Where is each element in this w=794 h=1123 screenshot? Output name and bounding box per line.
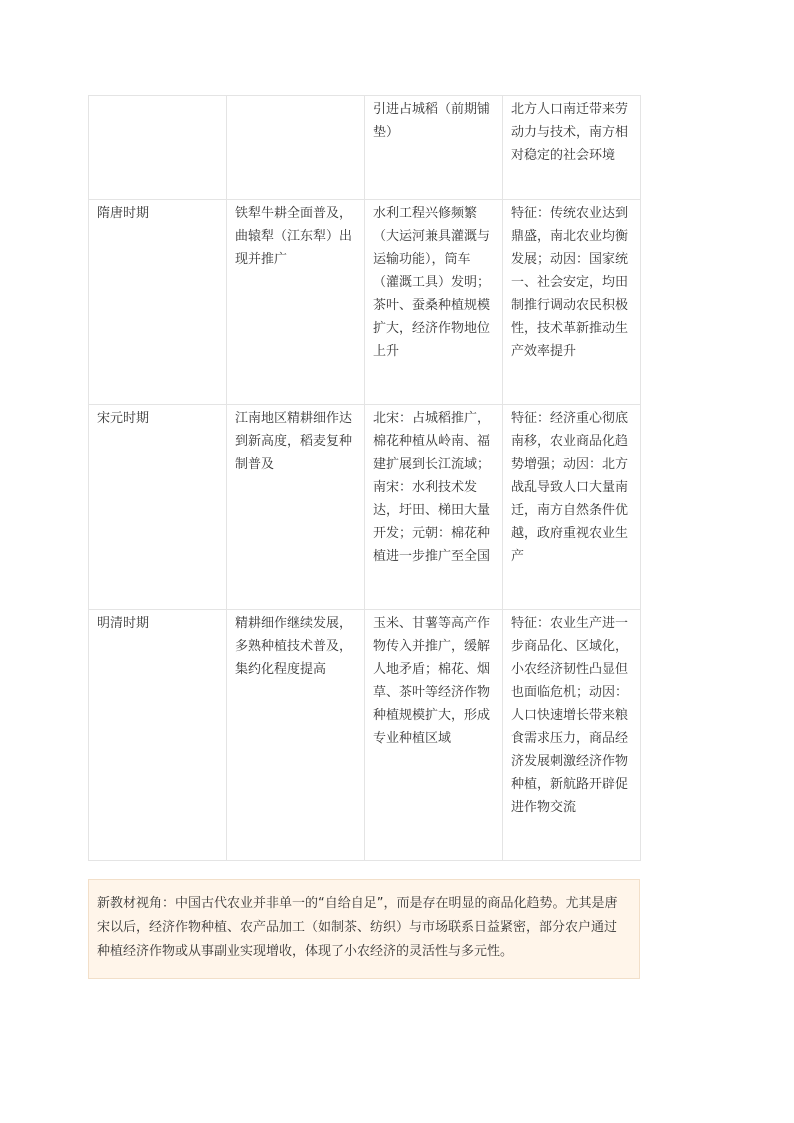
table-row bbox=[89, 200, 641, 405]
note-text: 新教材视角：中国古代农业并非单一的“自给自足”，而是存在明显的商品化趋势。尤其是唐宋以后，经济作物种植、农产品加工（如制茶、纺织）与市场联系日益紧密，部分农户通过种植经济作物或从事副业实现增收，体现了小农经济的灵活性与多元性。 bbox=[97, 896, 618, 959]
crops-cell: 玉米、甘薯等高产作物传入并推广，缓解人地矛盾；棉花、烟草、茶叶等经济作物种植规模扩大，形成专业种植区域 bbox=[365, 610, 503, 861]
technique-cell: 江南地区精耕细作达到新高度，稻麦复种制普及 bbox=[227, 405, 365, 610]
technique-cell: 铁犁牛耕全面普及，曲辕犁（江东犁）出现并推广 bbox=[227, 200, 365, 405]
features-cell: 特征：经济重心彻底南移，农业商品化趋势增强；动因：北方战乱导致人口大量南迁，南方自然条件优越，政府重视农业生产 bbox=[503, 405, 641, 610]
agriculture-era-table bbox=[88, 95, 641, 861]
new-textbook-perspective-note bbox=[88, 879, 640, 979]
technique-cell bbox=[227, 96, 365, 200]
era-cell: 隋唐时期 bbox=[89, 200, 227, 405]
crops-cell: 引进占城稻（前期铺垫） bbox=[365, 96, 503, 200]
era-cell bbox=[89, 96, 227, 200]
crops-cell: 北宋：占城稻推广，棉花种植从岭南、福建扩展到长江流域；南宋：水利技术发达，圩田、梯田大量开发；元朝：棉花种植进一步推广至全国 bbox=[365, 405, 503, 610]
table-row bbox=[89, 96, 641, 200]
features-cell: 北方人口南迁带来劳动力与技术，南方相对稳定的社会环境 bbox=[503, 96, 641, 200]
table-row bbox=[89, 405, 641, 610]
features-cell: 特征：农业生产进一步商品化、区域化，小农经济韧性凸显但也面临危机；动因：人口快速增长带来粮食需求压力，商品经济发展刺激经济作物种植，新航路开辟促进作物交流 bbox=[503, 610, 641, 861]
features-cell: 特征：传统农业达到鼎盛，南北农业均衡发展；动因：国家统一、社会安定，均田制推行调动农民积极性，技术革新推动生产效率提升 bbox=[503, 200, 641, 405]
page-content bbox=[88, 95, 640, 979]
era-cell: 宋元时期 bbox=[89, 405, 227, 610]
table-row bbox=[89, 610, 641, 861]
crops-cell: 水利工程兴修频繁（大运河兼具灌溉与运输功能），筒车（灌溉工具）发明；茶叶、蚕桑种植规模扩大，经济作物地位上升 bbox=[365, 200, 503, 405]
technique-cell: 精耕细作继续发展，多熟种植技术普及，集约化程度提高 bbox=[227, 610, 365, 861]
era-cell: 明清时期 bbox=[89, 610, 227, 861]
